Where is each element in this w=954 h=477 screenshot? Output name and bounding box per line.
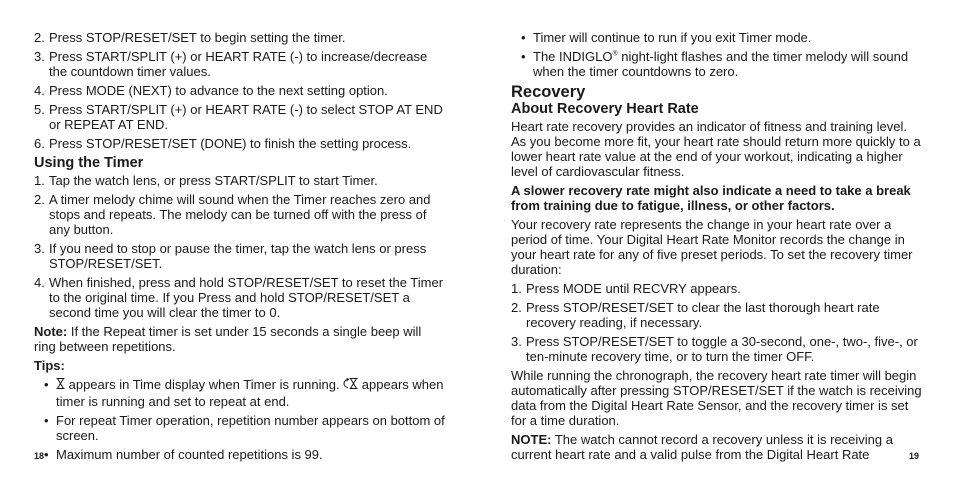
repeat-hourglass-icon [343, 378, 358, 394]
using-step: 4. When finished, press and hold STOP/RESET/SET to reset the Timer to the original time. If you Press and hold STOP/RESET/SET a second time you will clear the timer to 0. [34, 275, 444, 320]
note-paragraph: Note: If the Repeat timer is set under 15 seconds a single beep will ring between repetitions. [34, 324, 422, 354]
tip-item: • appears in Time display when Timer is running. appears when timer is running and set to repeat at end. [44, 377, 444, 409]
recovery-step: 2. Press STOP/RESET/SET to clear the last thorough heart rate recovery reading, if necessary. [511, 300, 880, 330]
setting-step: 3. Press START/SPLIT (+) or HEART RATE (-) to increase/decrease the countdown timer values. [34, 49, 428, 79]
page-number-left: 18 [34, 451, 45, 461]
page-number-right: 19 [909, 451, 920, 461]
bullet-item: • Timer will continue to run if you exit Timer mode. [521, 30, 812, 45]
bullet-item: • The INDIGLO® night-light flashes and the timer melody will sound when the timer countdowns to zero. [521, 49, 909, 79]
left-page [34, 30, 446, 466]
recovery-heading: Recovery [511, 83, 586, 101]
hourglass-icon [56, 378, 65, 394]
intro-paragraph: Heart rate recovery provides an indicator of fitness and training level. As you become more fit, your heart rate should return more quickly to a lower heart rate value at the end of your workout, indicating a higher level of cardiovascular fitness. [511, 119, 921, 179]
recovery-step: 1. Press MODE until RECVRY appears. [511, 281, 741, 296]
setting-step: 5. Press START/SPLIT (+) or HEART RATE (-) to select STOP AT END or REPEAT AT END. [34, 102, 443, 132]
note-paragraph: NOTE: The watch cannot record a recovery unless it is receiving a current heart rate and a valid pulse from the Digital Heart Rate [511, 432, 893, 462]
tips-label: Tips: [34, 358, 65, 373]
tip-item: • For repeat Timer operation, repetition number appears on bottom of screen. [44, 413, 445, 443]
recovery-step: 3. Press STOP/RESET/SET to toggle a 30-second, one-, two-, five-, or ten-minute recovery time, or to turn the timer OFF. [511, 334, 918, 364]
setting-step: 4. Press MODE (NEXT) to advance to the next setting option. [34, 83, 388, 98]
using-step: 3. If you need to stop or pause the timer, tap the watch lens or press STOP/RESET/SET. [34, 241, 427, 271]
using-step: 1. Tap the watch lens, or press START/SPLIT to start Timer. [34, 173, 378, 188]
using-step: 2. A timer melody chime will sound when the Timer reaches zero and stops and repeats. The melody can be turned off with the press of any button. [34, 192, 431, 237]
setting-step: 2. Press STOP/RESET/SET to begin setting the timer. [34, 30, 346, 45]
setting-step: 6. Press STOP/RESET/SET (DONE) to finish the setting process. [34, 136, 412, 151]
tip-item: • Maximum number of counted repetitions is 99. [44, 447, 323, 462]
represent-paragraph: Your recovery rate represents the change in your heart rate over a period of time. Your Digital Heart Rate Monitor records the change in your heart rate for any of five preset periods. To set the recovery timer duration: [511, 217, 913, 277]
bold-paragraph: A slower recovery rate might also indicate a need to take a break from training due to fatigue, illness, or other factors. [511, 183, 911, 213]
right-page [511, 30, 923, 466]
about-recovery-heading: About Recovery Heart Rate [511, 101, 699, 117]
using-timer-heading: Using the Timer [34, 155, 144, 171]
running-paragraph: While running the chronograph, the recovery heart rate timer will begin automatically after pressing STOP/RESET/SET if the watch is receiving data from the Digital Heart Rate Sensor, and the recovery timer is set for a time duration. [511, 368, 922, 428]
